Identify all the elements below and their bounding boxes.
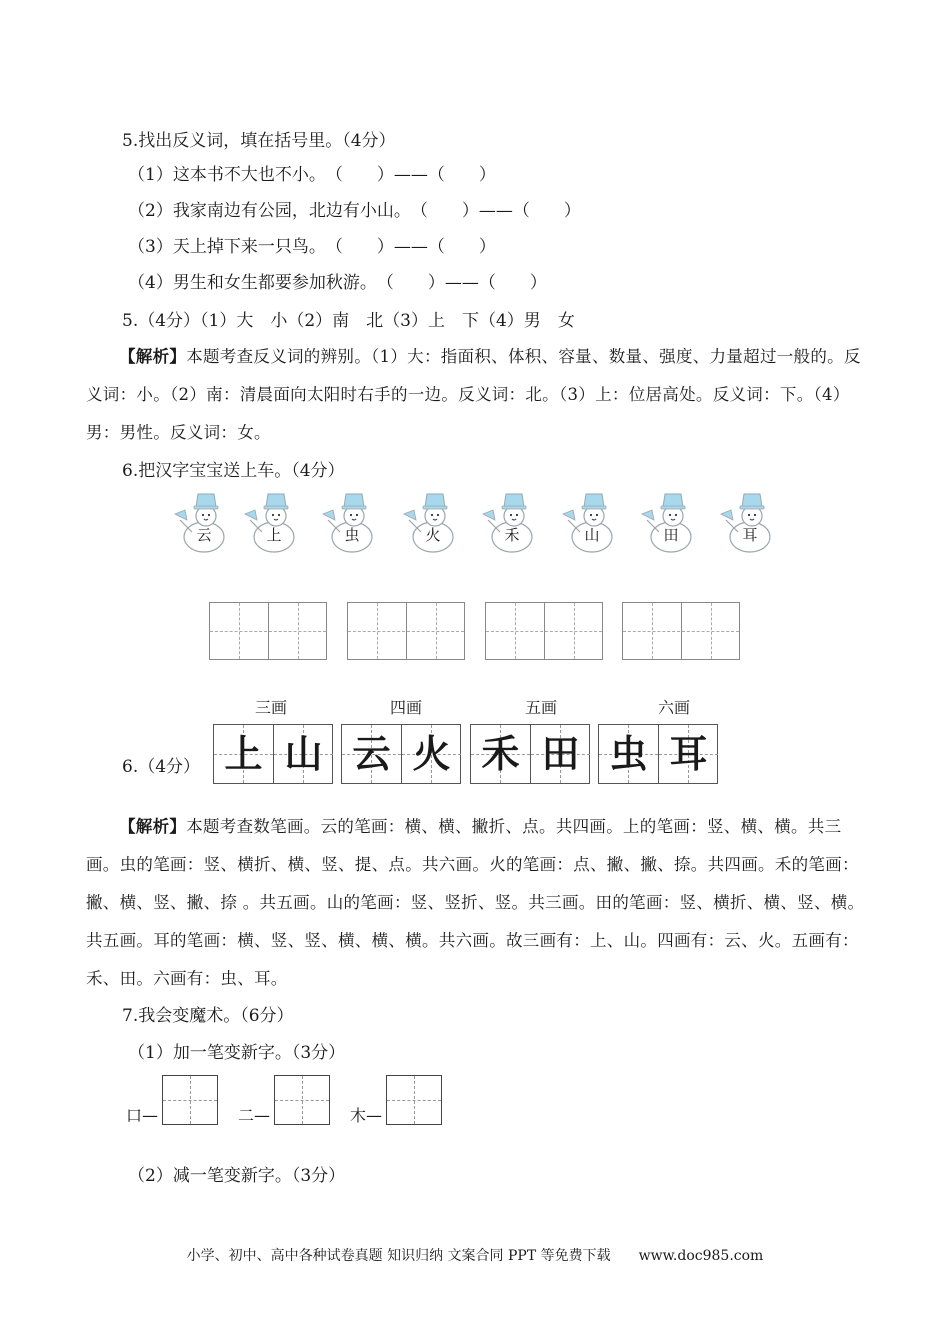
grid-char: 火 (412, 731, 451, 776)
grid-char: 上 (224, 731, 263, 776)
magic-box-2[interactable] (274, 1075, 330, 1125)
q6-analysis (86, 808, 871, 998)
magic-box-1[interactable] (162, 1075, 218, 1125)
q5-analysis (86, 338, 871, 452)
filled-grid-5 (470, 724, 590, 784)
magic-box-3[interactable] (386, 1075, 442, 1125)
filled-grid-4 (341, 724, 461, 784)
q5-title: 5.找出反义词，填在括号里。（4分） (122, 131, 396, 151)
magic-prompt-1: 口— (126, 1106, 159, 1125)
snowman (322, 492, 382, 554)
footer: 小学、初中、高中各种试卷真题 知识归纳 文案合同 PPT 等免费下载 www.doc985.com (186, 1248, 764, 1264)
grid-char: 山 (284, 731, 323, 776)
grid-char: 虫 (609, 731, 648, 776)
q5-item-3: （3）天上掉下来一只鸟。 （ ）——（ ） (128, 237, 496, 257)
grid-char: 禾 (481, 731, 520, 776)
group-label-6: 六画 (658, 698, 691, 717)
q6-title: 6.把汉字宝宝送上车。（4分） (122, 461, 345, 481)
grid-char: 耳 (669, 731, 708, 776)
q7-title: 7.我会变魔术。（6分） (122, 1006, 294, 1026)
snowman (403, 492, 463, 554)
q5-answer: 5.（4分）（1）大 小（2）南 北（3）上 下（4）男 女 (122, 311, 575, 331)
answer-grid-4[interactable] (622, 602, 740, 660)
q5-analysis-text: 本题考查反义词的辨别。（1）大：指面积、体积、容量、数量、强度、力量超过一般的。反义词：小。（2）南：清晨面向太阳时右手的一边。反义词：北。（3）上：位居高处。反义词：下。（4）男：男性。反义词：女。 (86, 347, 861, 442)
q6-analysis-text: 本题考查数笔画。云的笔画：横、横、撇折、点。共四画。上的笔画：竖、横、横。共三画。虫的笔画：竖、横折、横、竖、提、点。共六画。火的笔画：点、撇、撇、捺。共四画。禾的笔画：撇、横、竖、撇、捺 。共五画。山的笔画：竖、竖折、竖。共三画。田的笔画：竖、横折、横、竖、横。共五画。耳的笔画：横、竖、竖、横、横、横。共六画。故三画有：上、山。四画有：云、火。五画有：禾、田。六画有：虫、耳。 (86, 817, 865, 988)
snowman (482, 492, 542, 554)
q5-analysis-label: 【解析】 (119, 347, 187, 366)
snowman (244, 492, 304, 554)
snowman-char: 耳 (742, 526, 758, 544)
grid-char: 田 (541, 731, 580, 776)
snowman-char: 火 (425, 526, 441, 544)
snowman-char: 上 (266, 526, 282, 544)
q6-analysis-label: 【解析】 (119, 817, 187, 836)
snowman-char: 禾 (504, 526, 520, 544)
snowman-char: 山 (584, 526, 600, 544)
magic-prompt-3: 木— (350, 1106, 383, 1125)
group-label-5: 五画 (525, 698, 558, 717)
snowman (174, 492, 234, 554)
snowman-char: 田 (663, 526, 679, 544)
q6-answer-prefix: 6.（4分） (122, 757, 201, 777)
answer-grid-2[interactable] (347, 602, 465, 660)
grid-char: 云 (352, 731, 391, 776)
q5-item-2: （2）我家南边有公园，北边有小山。 （ ）——（ ） (128, 201, 581, 221)
answer-grid-1[interactable] (209, 602, 327, 660)
group-label-4: 四画 (390, 698, 423, 717)
q7-sub2: （2）减一笔变新字。（3分） (128, 1166, 346, 1186)
snowman-char: 云 (196, 526, 212, 544)
group-label-3: 三画 (255, 698, 288, 717)
q5-item-1: （1）这本书不大也不小。 （ ）——（ ） (128, 165, 496, 185)
snowman (641, 492, 701, 554)
answer-grid-3[interactable] (485, 602, 603, 660)
q5-item-4: （4）男生和女生都要参加秋游。 （ ）——（ ） (128, 273, 547, 293)
q7-sub1: （1）加一笔变新字。（3分） (128, 1043, 346, 1063)
magic-prompt-2: 二— (238, 1106, 271, 1125)
snowman (562, 492, 622, 554)
snowman (720, 492, 780, 554)
snowman-char: 虫 (344, 526, 360, 544)
filled-grid-3 (213, 724, 333, 784)
filled-grid-6 (598, 724, 718, 784)
